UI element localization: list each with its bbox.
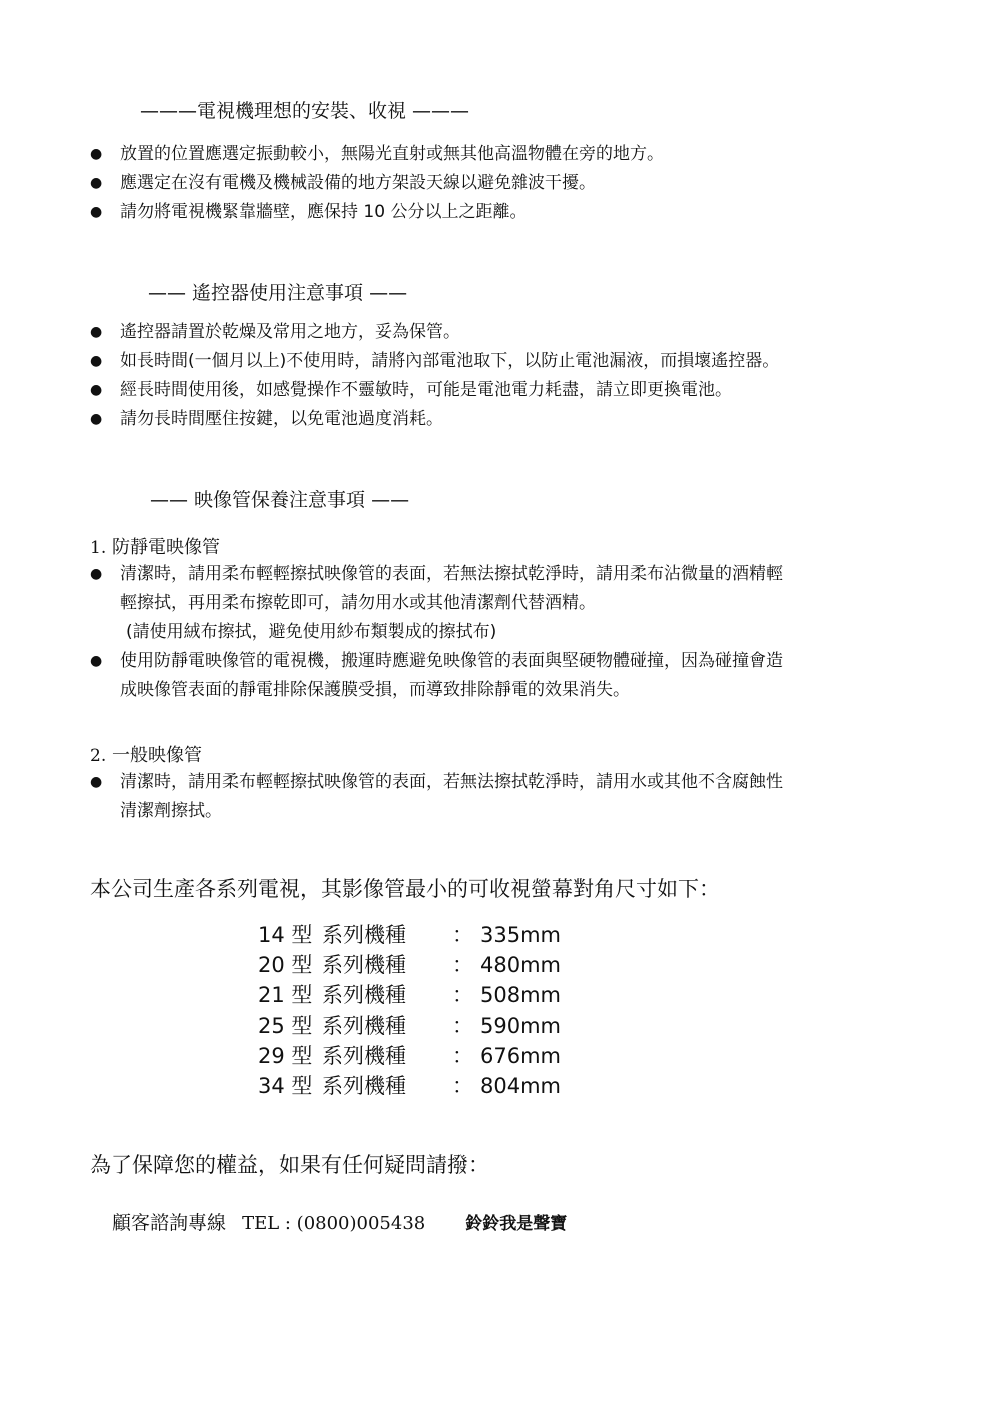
bullet-icon: ● xyxy=(90,566,103,582)
list-item: ● 清潔時，請用柔布輕輕擦拭映像管的表面，若無法擦拭乾淨時，請用水或其他不含腐蝕性 xyxy=(90,768,783,797)
list-item-continuation: 成映像管表面的靜電排除保護膜受損，而導致排除靜電的效果消失。 xyxy=(120,680,630,700)
section-heading-remote: —— 遙控器使用注意事項 —— xyxy=(148,282,408,304)
list-item: ● 如長時間(一個月以上)不使用時，請將內部電池取下，以防止電池漏液，而損壞遙控器。 xyxy=(90,347,779,376)
table-row: 25 型 系列機種 ： 590mm xyxy=(258,1013,561,1038)
bullet-icon: ● xyxy=(90,175,103,191)
bullet-icon: ● xyxy=(90,324,103,340)
subsection-label: 一般映像管 xyxy=(111,745,202,766)
list-item: ● 請勿將電視機緊靠牆壁，應保持 10 公分以上之距離。 xyxy=(90,198,664,227)
bullet-icon: ● xyxy=(90,382,103,398)
antistatic-list xyxy=(90,560,783,705)
table-row: 29 型 系列機種 ： 676mm xyxy=(258,1043,561,1068)
brand-slogan: 鈴鈴我是聲寶 xyxy=(465,1214,568,1234)
table-row: 20 型 系列機種 ： 480mm xyxy=(258,953,561,978)
subsection-number: 1. xyxy=(90,538,107,558)
list-item: ● 遙控器請置於乾燥及常用之地方，妥為保管。 xyxy=(90,318,779,347)
remote-list xyxy=(90,318,779,434)
subsection-heading-general xyxy=(90,741,202,767)
bullet-icon: ● xyxy=(90,204,103,220)
bullet-icon: ● xyxy=(90,774,103,790)
section-heading-installation: ———電視機理想的安裝、收視 ——— xyxy=(140,100,470,122)
bullet-icon: ● xyxy=(90,653,103,669)
list-item: ● 放置的位置應選定振動較小，無陽光直射或無其他高溫物體在旁的地方。 xyxy=(90,140,664,169)
subsection-number: 2. xyxy=(90,746,107,766)
list-item: ● 清潔時，請用柔布輕輕擦拭映像管的表面，若無法擦拭乾淨時，請用柔布沾微量的酒精輕 xyxy=(90,560,783,589)
table-row: 21 型 系列機種 ： 508mm xyxy=(258,983,561,1008)
list-item-continuation: 清潔劑擦拭。 xyxy=(120,801,222,821)
contact-phone: TEL : (0800)005438 xyxy=(242,1213,426,1234)
contact-intro: 為了保障您的權益，如果有任何疑問請撥： xyxy=(90,1153,489,1177)
list-item: ● 經長時間使用後，如感覺操作不靈敏時，可能是電池電力耗盡，請立即更換電池。 xyxy=(90,376,779,405)
note-text: (請使用絨布擦拭，避免使用紗布類製成的擦拭布) xyxy=(126,622,497,642)
list-item: ● 請勿長時間壓住按鍵，以免電池過度消耗。 xyxy=(90,405,779,434)
contact-line xyxy=(112,1208,567,1235)
table-row: 34 型 系列機種 ： 804mm xyxy=(258,1073,561,1098)
bullet-icon: ● xyxy=(90,353,103,369)
subsection-label: 防靜電映像管 xyxy=(111,537,220,558)
installation-list xyxy=(90,140,664,227)
bullet-icon: ● xyxy=(90,146,103,162)
screen-size-table xyxy=(258,920,561,1101)
subsection-heading-antistatic xyxy=(90,533,220,559)
bullet-icon: ● xyxy=(90,411,103,427)
list-item-continuation: 輕擦拭，再用柔布擦乾即可，請勿用水或其他清潔劑代替酒精。 xyxy=(120,593,596,613)
table-row: 14 型 系列機種 ： 335mm xyxy=(258,923,561,947)
contact-label: 顧客諮詢專線 xyxy=(112,1212,227,1234)
section-heading-crt-care: —— 映像管保養注意事項 —— xyxy=(150,489,410,511)
general-list xyxy=(90,768,783,826)
list-item: ● 使用防靜電映像管的電視機，搬運時應避免映像管的表面與堅硬物體碰撞，因為碰撞會造 xyxy=(90,647,783,676)
list-item: ● 應選定在沒有電機及機械設備的地方架設天線以避免雜波干擾。 xyxy=(90,169,664,198)
screen-size-intro: 本公司生產各系列電視，其影像管最小的可收視螢幕對角尺寸如下： xyxy=(90,877,720,901)
